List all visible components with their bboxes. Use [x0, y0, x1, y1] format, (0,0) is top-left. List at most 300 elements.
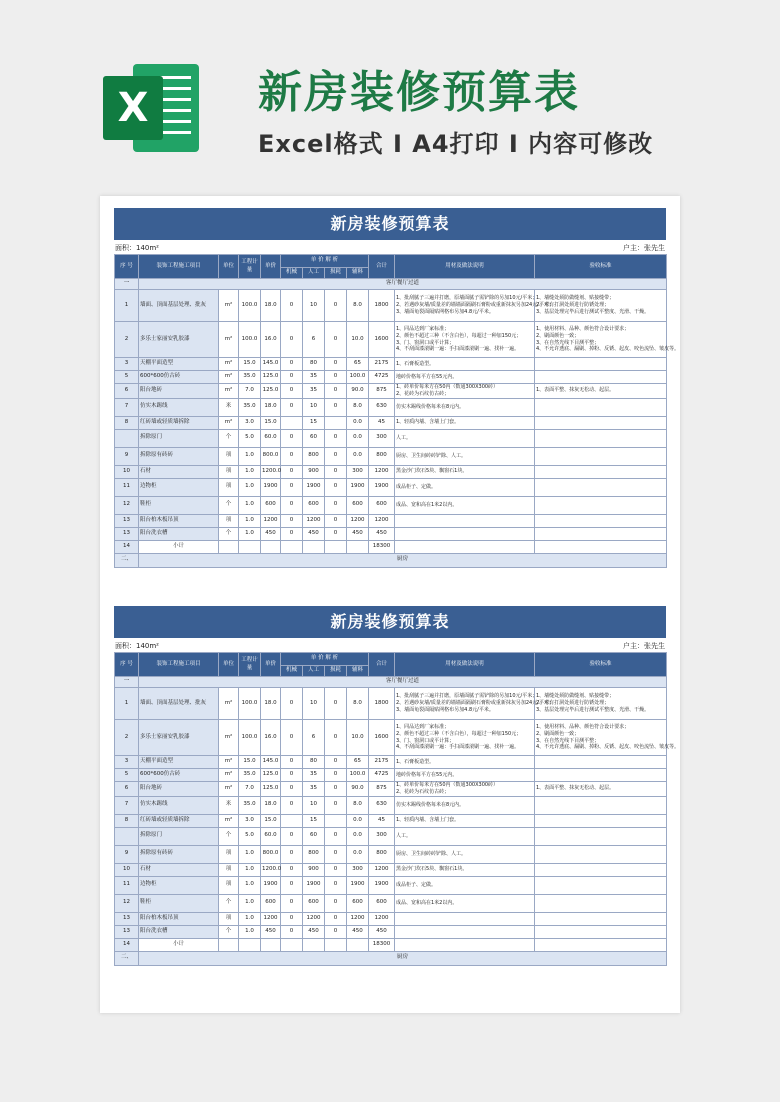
row-price: 125.0	[261, 371, 281, 384]
row-material: 8.0	[347, 688, 369, 720]
header-price: 单价	[261, 653, 281, 677]
row-index: 1	[115, 688, 139, 720]
row-loss: 0	[325, 912, 347, 925]
row-spec: 1、砖单价每米方在50内（数通300X300砖） 2、花砖为石纹仿古砖；	[395, 782, 535, 797]
row-quantity: 100.0	[239, 290, 261, 322]
row-machine: 0	[281, 527, 303, 540]
row-index	[115, 429, 139, 447]
row-quantity: 1.0	[239, 845, 261, 863]
row-unit: 项	[219, 876, 239, 894]
sheet-title: 新房装修预算表	[114, 208, 666, 240]
row-machine: 0	[281, 290, 303, 322]
row-labor: 1200	[303, 912, 325, 925]
row-labor: 1900	[303, 478, 325, 496]
row-price: 15.0	[261, 416, 281, 429]
row-acceptance	[535, 447, 667, 465]
row-price: 600	[261, 496, 281, 514]
row-loss: 0	[325, 465, 347, 478]
row-acceptance	[535, 845, 667, 863]
row-material: 8.0	[347, 796, 369, 814]
row-item: 多乐士家丽安乳胶漆	[139, 720, 219, 756]
row-acceptance	[535, 398, 667, 416]
row-acceptance	[535, 912, 667, 925]
section-row: 一 客厅餐厅过道	[115, 677, 667, 688]
row-material: 65	[347, 358, 369, 371]
row-spec: 仿实木踢线价格每米在8元内。	[395, 796, 535, 814]
row-spec: 厨房、卫生间砖砖铲除、人工。	[395, 845, 535, 863]
row-machine	[281, 814, 303, 827]
table-row	[115, 429, 667, 447]
row-quantity: 15.0	[239, 358, 261, 371]
row-unit: 项	[219, 478, 239, 496]
row-loss	[325, 814, 347, 827]
row-labor: 35	[303, 769, 325, 782]
row-item: 阳台柏木板吊顶	[139, 912, 219, 925]
row-acceptance	[535, 796, 667, 814]
row-index: 8	[115, 416, 139, 429]
header-breakdown: 单 价 解 析	[281, 653, 369, 666]
row-price: 16.0	[261, 720, 281, 756]
row-index: 1	[115, 290, 139, 322]
row-acceptance: 1、使用材料、品种、颜色符合设计要求； 2、刷面颜色一致； 3、在自然光线下目测平整； 4、不允许透底、漏刷、掉粉、反锈、起皮、咬色流坠、皱皮等。	[535, 322, 667, 358]
row-material: 8.0	[347, 290, 369, 322]
row-material: 450	[347, 925, 369, 938]
header-total: 合计	[369, 255, 395, 279]
row-machine: 0	[281, 429, 303, 447]
row-machine: 0	[281, 894, 303, 912]
row-total: 1200	[369, 863, 395, 876]
row-spec	[395, 912, 535, 925]
row-loss: 0	[325, 384, 347, 399]
row-item: 600*600仿古砖	[139, 371, 219, 384]
row-material: 100.0	[347, 769, 369, 782]
row-item: 阳台地砖	[139, 782, 219, 797]
row-total: 2175	[369, 358, 395, 371]
row-machine: 0	[281, 688, 303, 720]
row-machine: 0	[281, 796, 303, 814]
row-labor: 800	[303, 447, 325, 465]
header-machine: 机械	[281, 666, 303, 677]
row-price: 18.0	[261, 796, 281, 814]
section-title: 厨房	[139, 951, 667, 965]
row-loss: 0	[325, 358, 347, 371]
row-machine: 0	[281, 876, 303, 894]
row-unit: 项	[219, 447, 239, 465]
row-material: 90.0	[347, 782, 369, 797]
row-total: 4725	[369, 769, 395, 782]
row-item: 鞋柜	[139, 894, 219, 912]
row-price: 450	[261, 925, 281, 938]
row-spec: 1、轻质内墙、含墙上门套。	[395, 416, 535, 429]
row-total: 630	[369, 796, 395, 814]
row-machine: 0	[281, 398, 303, 416]
row-acceptance	[535, 827, 667, 845]
row-labor: 10	[303, 290, 325, 322]
row-spec	[395, 925, 535, 938]
header-quantity: 工程计量	[239, 653, 261, 677]
row-labor: 6	[303, 720, 325, 756]
row-item: 鞋柜	[139, 496, 219, 514]
table-row	[115, 845, 667, 863]
row-item: 仿实木踢线	[139, 796, 219, 814]
row-acceptance	[535, 465, 667, 478]
row-material: 0.0	[347, 827, 369, 845]
row-item: 边物柜	[139, 876, 219, 894]
row-quantity: 1.0	[239, 496, 261, 514]
subtotal-label: 小计	[139, 938, 219, 951]
row-spec	[395, 514, 535, 527]
table-row	[115, 796, 667, 814]
row-machine: 0	[281, 322, 303, 358]
row-material: 1200	[347, 514, 369, 527]
table-row	[115, 688, 667, 720]
row-price: 1900	[261, 876, 281, 894]
row-item: 红砖墙或轻质墙拆除	[139, 416, 219, 429]
section-row: 二、 厨房	[115, 553, 667, 567]
row-acceptance	[535, 756, 667, 769]
row-loss: 0	[325, 447, 347, 465]
row-total: 300	[369, 429, 395, 447]
row-price: 800.0	[261, 845, 281, 863]
row-unit: 项	[219, 863, 239, 876]
row-labor: 60	[303, 827, 325, 845]
table-row	[115, 756, 667, 769]
row-machine: 0	[281, 720, 303, 756]
row-item: 阳台洗衣槽	[139, 925, 219, 938]
row-spec: 1、轻质内墙、含墙上门套。	[395, 814, 535, 827]
row-material: 450	[347, 527, 369, 540]
row-quantity: 35.0	[239, 398, 261, 416]
table-row	[115, 398, 667, 416]
row-labor: 450	[303, 925, 325, 938]
row-machine: 0	[281, 496, 303, 514]
row-spec: 黑金沙门坎石5块、飘窗石1块。	[395, 465, 535, 478]
row-labor: 35	[303, 782, 325, 797]
row-index: 12	[115, 496, 139, 514]
row-unit: 项	[219, 514, 239, 527]
row-loss: 0	[325, 688, 347, 720]
header-index: 序 号	[115, 255, 139, 279]
row-spec: 1、批刮腻子三遍并打磨，原墙面腻子需铲除的另加10元/平米； 2、若遇砂灰墙/质量差的墙墙面隔刷石膏粉或重新抹灰另加24元/平米； 3、墙面龟裂面隔贴网格布另加4.8元/平米。	[395, 290, 535, 322]
row-labor: 900	[303, 465, 325, 478]
row-labor: 6	[303, 322, 325, 358]
row-unit: 个	[219, 894, 239, 912]
row-loss: 0	[325, 720, 347, 756]
header-spec: 用材及做法说明	[395, 653, 535, 677]
row-loss: 0	[325, 527, 347, 540]
row-price: 15.0	[261, 814, 281, 827]
section-title: 客厅餐厅过道	[139, 279, 667, 290]
row-quantity: 1.0	[239, 514, 261, 527]
header-loss: 损耗	[325, 666, 347, 677]
table-row	[115, 827, 667, 845]
row-acceptance	[535, 876, 667, 894]
row-index: 2	[115, 322, 139, 358]
section-row: 一 客厅餐厅过道	[115, 279, 667, 290]
row-total: 875	[369, 384, 395, 399]
row-index: 9	[115, 845, 139, 863]
table-row	[115, 371, 667, 384]
row-labor: 600	[303, 496, 325, 514]
row-index: 6	[115, 782, 139, 797]
row-total: 1900	[369, 478, 395, 496]
row-acceptance	[535, 496, 667, 514]
row-unit: 米	[219, 398, 239, 416]
row-item: 多乐士家丽安乳胶漆	[139, 322, 219, 358]
row-total: 1600	[369, 322, 395, 358]
row-index: 9	[115, 447, 139, 465]
row-total: 1200	[369, 465, 395, 478]
row-acceptance: 1、墙缝处须防做缝剂、贴接缝带； 2、对有打洞处须进行防锈处理； 3、基层处理完毕后进行测试平整度、光滑、干燥。	[535, 688, 667, 720]
row-spec: 成品、宽和高在1米2以内。	[395, 496, 535, 514]
row-total: 1200	[369, 912, 395, 925]
table-row	[115, 894, 667, 912]
row-unit: 个	[219, 925, 239, 938]
row-price: 125.0	[261, 782, 281, 797]
table-row	[115, 782, 667, 797]
row-quantity: 35.0	[239, 769, 261, 782]
row-price: 145.0	[261, 358, 281, 371]
row-acceptance	[535, 514, 667, 527]
row-total: 2175	[369, 756, 395, 769]
row-machine: 0	[281, 827, 303, 845]
row-loss: 0	[325, 514, 347, 527]
row-loss	[325, 416, 347, 429]
header-labor: 人工	[303, 666, 325, 677]
row-labor: 10	[303, 796, 325, 814]
row-item: 天棚平面造型	[139, 358, 219, 371]
row-acceptance	[535, 478, 667, 496]
subtotal-label: 小计	[139, 540, 219, 553]
row-index: 11	[115, 478, 139, 496]
row-index: 3	[115, 358, 139, 371]
row-item: 天棚平面造型	[139, 756, 219, 769]
row-total: 45	[369, 416, 395, 429]
row-index: 10	[115, 863, 139, 876]
row-quantity: 1.0	[239, 894, 261, 912]
row-material: 100.0	[347, 371, 369, 384]
row-material: 600	[347, 894, 369, 912]
row-acceptance	[535, 358, 667, 371]
row-index	[115, 827, 139, 845]
row-labor: 900	[303, 863, 325, 876]
row-loss: 0	[325, 925, 347, 938]
section-title: 厨房	[139, 553, 667, 567]
row-item: 600*600仿古砖	[139, 769, 219, 782]
row-quantity: 100.0	[239, 720, 261, 756]
row-total: 1900	[369, 876, 395, 894]
row-price: 1200.0	[261, 465, 281, 478]
row-total: 1800	[369, 688, 395, 720]
row-index: 8	[115, 814, 139, 827]
row-machine: 0	[281, 447, 303, 465]
row-price: 450	[261, 527, 281, 540]
row-unit: 项	[219, 912, 239, 925]
row-loss: 0	[325, 876, 347, 894]
row-loss: 0	[325, 894, 347, 912]
row-unit: 项	[219, 465, 239, 478]
row-index: 7	[115, 796, 139, 814]
row-index: 3	[115, 756, 139, 769]
row-labor: 80	[303, 358, 325, 371]
row-unit: m²	[219, 769, 239, 782]
row-spec: 1、同品达到厂家标准； 2、颜色不超过三种（不含白色），每超过一种加150元； 3、门、窗洞口或平计算； 4、不刮面漆滚刷一遍：手扫面漆滚刷一遍、找补一遍。	[395, 322, 535, 358]
row-acceptance	[535, 769, 667, 782]
row-item: 石材	[139, 465, 219, 478]
row-total: 875	[369, 782, 395, 797]
row-material: 300	[347, 465, 369, 478]
table-row	[115, 514, 667, 527]
row-machine: 0	[281, 925, 303, 938]
row-labor: 35	[303, 371, 325, 384]
budget-sheet	[114, 208, 680, 568]
row-labor: 600	[303, 894, 325, 912]
row-loss: 0	[325, 429, 347, 447]
header-labor: 人工	[303, 268, 325, 279]
row-index: 7	[115, 398, 139, 416]
row-unit: m²	[219, 814, 239, 827]
row-total: 4725	[369, 371, 395, 384]
row-quantity: 7.0	[239, 384, 261, 399]
table-row	[115, 863, 667, 876]
row-total: 600	[369, 496, 395, 514]
row-index: 12	[115, 894, 139, 912]
row-loss: 0	[325, 756, 347, 769]
row-total: 600	[369, 894, 395, 912]
row-unit: m²	[219, 720, 239, 756]
row-material: 1900	[347, 478, 369, 496]
row-labor: 15	[303, 416, 325, 429]
header-material: 辅料	[347, 666, 369, 677]
row-acceptance: 1、表面平整、抹灰无松动、起层。	[535, 384, 667, 399]
row-item: 阳台洗衣槽	[139, 527, 219, 540]
row-spec: 地砖价格每平方在55元内。	[395, 371, 535, 384]
owner-label: 户主：张先生	[623, 642, 665, 650]
table-row	[115, 496, 667, 514]
row-loss: 0	[325, 769, 347, 782]
row-quantity: 1.0	[239, 925, 261, 938]
header-acceptance: 验收标准	[535, 255, 667, 279]
row-spec: 人工。	[395, 827, 535, 845]
sheet-meta	[114, 638, 666, 652]
row-machine: 0	[281, 478, 303, 496]
row-loss: 0	[325, 371, 347, 384]
row-material: 0.0	[347, 845, 369, 863]
area-label: 面积：140m²	[115, 642, 159, 650]
row-spec: 仿实木踢线价格每米在8元内。	[395, 398, 535, 416]
row-material: 65	[347, 756, 369, 769]
row-machine: 0	[281, 384, 303, 399]
page-header	[0, 0, 780, 195]
table-row	[115, 876, 667, 894]
row-labor: 1200	[303, 514, 325, 527]
row-index: 13	[115, 514, 139, 527]
row-total: 800	[369, 447, 395, 465]
row-price: 1200	[261, 912, 281, 925]
header-unit: 单位	[219, 255, 239, 279]
owner-label: 户主：张先生	[623, 244, 665, 252]
row-quantity: 100.0	[239, 688, 261, 720]
row-material: 300	[347, 863, 369, 876]
row-price: 600	[261, 894, 281, 912]
row-loss: 0	[325, 796, 347, 814]
table-row	[115, 925, 667, 938]
row-machine: 0	[281, 465, 303, 478]
row-acceptance: 1、使用材料、品种、颜色符合设计要求； 2、刷面颜色一致； 3、在自然光线下目测平整； 4、不允许透底、漏刷、掉粉、反锈、起皮、咬色流坠、皱皮等。	[535, 720, 667, 756]
row-price: 60.0	[261, 827, 281, 845]
row-quantity: 1.0	[239, 478, 261, 496]
sheet-title: 新房装修预算表	[114, 606, 666, 638]
section-title: 客厅餐厅过道	[139, 677, 667, 688]
row-material: 0.0	[347, 814, 369, 827]
row-material: 10.0	[347, 720, 369, 756]
row-item: 拆除原门	[139, 827, 219, 845]
table-row	[115, 912, 667, 925]
header-quantity: 工程计量	[239, 255, 261, 279]
page-subtitle: Excel格式 Ⅰ A4打印 Ⅰ 内容可修改	[258, 130, 654, 158]
row-machine: 0	[281, 782, 303, 797]
row-acceptance	[535, 527, 667, 540]
row-quantity: 35.0	[239, 796, 261, 814]
row-labor: 15	[303, 814, 325, 827]
row-material: 0.0	[347, 416, 369, 429]
row-machine: 0	[281, 514, 303, 527]
subtotal-row: 14 小计 18300	[115, 540, 667, 553]
table-row	[115, 290, 667, 322]
row-machine: 0	[281, 769, 303, 782]
row-unit: m²	[219, 782, 239, 797]
row-machine: 0	[281, 912, 303, 925]
header-acceptance: 验收标准	[535, 653, 667, 677]
row-labor: 1900	[303, 876, 325, 894]
row-item: 阳台柏木板吊顶	[139, 514, 219, 527]
row-unit: 个	[219, 527, 239, 540]
row-unit: m²	[219, 371, 239, 384]
row-total: 630	[369, 398, 395, 416]
row-loss: 0	[325, 322, 347, 358]
row-index: 5	[115, 371, 139, 384]
table-header	[115, 255, 667, 279]
row-loss: 0	[325, 863, 347, 876]
header-spec: 用材及做法说明	[395, 255, 535, 279]
row-item: 拆除原有砖砖	[139, 845, 219, 863]
header-item: 装饰工程施工项目	[139, 653, 219, 677]
row-total: 45	[369, 814, 395, 827]
row-price: 1900	[261, 478, 281, 496]
row-unit: m²	[219, 384, 239, 399]
row-price: 18.0	[261, 290, 281, 322]
page-title: 新房装修预算表	[258, 67, 580, 118]
row-machine: 0	[281, 358, 303, 371]
row-total: 300	[369, 827, 395, 845]
subtotal-value: 18300	[369, 938, 395, 951]
row-spec: 1、石膏板造型。	[395, 756, 535, 769]
row-material: 1200	[347, 912, 369, 925]
row-unit: m²	[219, 756, 239, 769]
row-loss: 0	[325, 782, 347, 797]
row-unit: 个	[219, 827, 239, 845]
row-quantity: 35.0	[239, 371, 261, 384]
row-index: 5	[115, 769, 139, 782]
header-item: 装饰工程施工项目	[139, 255, 219, 279]
row-labor: 800	[303, 845, 325, 863]
row-quantity: 1.0	[239, 863, 261, 876]
table-row	[115, 384, 667, 399]
row-price: 60.0	[261, 429, 281, 447]
row-item: 拆除原有砖砖	[139, 447, 219, 465]
row-index: 13	[115, 925, 139, 938]
row-item: 墙面、顶面基层处理、批灰	[139, 688, 219, 720]
